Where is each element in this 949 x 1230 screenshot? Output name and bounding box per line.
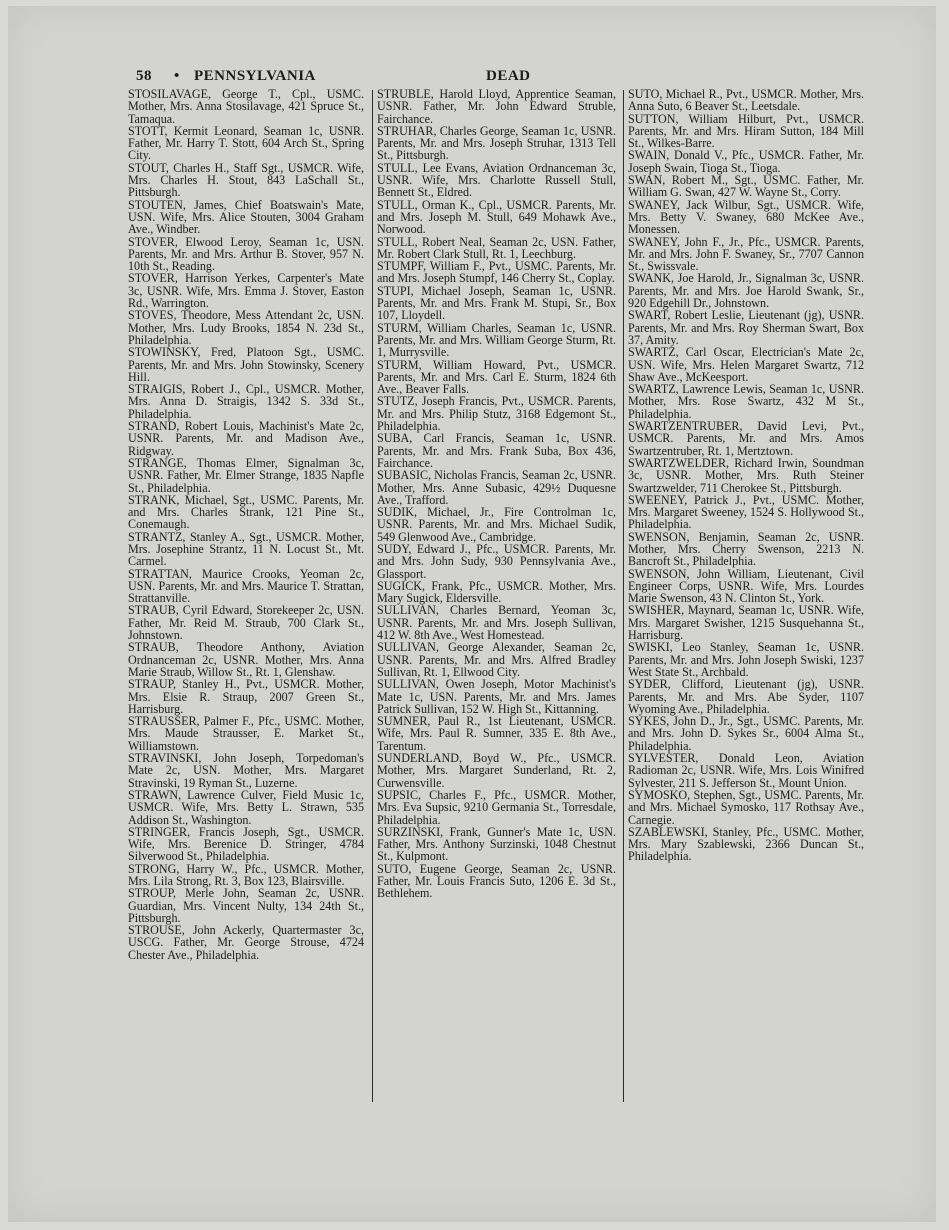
casualty-entry: STRANGE, Thomas Elmer, Signalman 3c, USNR. Father, Mr. Elmer Strange, 1835 Napfle St., Philadelphia. xyxy=(128,455,364,495)
casualty-entry: STROUSE, John Ackerly, Quartermaster 3c, USCG. Father, Mr. George Strouse, 4724 Chester Ave., Philadelphia. xyxy=(128,923,364,962)
casualty-entry: SUPSIC, Charles F., Pfc., USMCR. Mother, Mrs. Eva Supsic, 9210 Germania St., Torresdale, Philadelphia. xyxy=(377,787,616,827)
casualty-entry: SWART, Robert Leslie, Lieutenant (jg), USNR. Parents, Mr. and Mrs. Roy Sherman Swart, Box 37, Amity. xyxy=(628,308,864,347)
casualty-entry: STOVER, Harrison Yerkes, Carpenter's Mate 3c, USNR. Wife, Mrs. Emma J. Stover, Easton Rd., Warrington. xyxy=(128,271,364,311)
casualty-entry: STRAUB, Theodore Anthony, Aviation Ordnanceman 2c, USNR. Mother, Mrs. Anna Marie Straub, Willow St., Rt. 1, Glenshaw. xyxy=(128,640,364,679)
casualty-entry: SWEENEY, Patrick J., Pvt., USMC. Mother, Mrs. Margaret Sweeney, 1524 S. Hollywood St., Philadelphia. xyxy=(628,492,864,532)
casualty-entry: STRAWN, Lawrence Culver, Field Music 1c, USMCR. Wife, Mrs. Betty L. Strawn, 535 Addison St., Washington. xyxy=(128,787,364,827)
casualty-entry: SWARTZENTRUBER, David Levi, Pvt., USMCR. Parents, Mr. and Mrs. Amos Swartzentruber, Rt. 1, Mertztown. xyxy=(628,419,864,458)
casualty-entry: STRUBLE, Harold Lloyd, Apprentice Seaman, USNR. Father, Mr. John Edward Struble, Fairchance. xyxy=(377,88,616,126)
casualty-entry: SYMOSKO, Stephen, Sgt., USMC. Parents, Mr. and Mrs. Michael Symosko, 117 Rothsay Ave., Carnegie. xyxy=(628,787,864,827)
casualty-entry: SYKES, John D., Jr., Sgt., USMC. Parents, Mr. and Mrs. John D. Sykes Sr., 6004 Alma St., Philadelphia. xyxy=(628,714,864,753)
casualty-entry: STULL, Orman K., Cpl., USMCR. Parents, Mr. and Mrs. Joseph M. Stull, 649 Mohawk Ave., Norwood. xyxy=(377,197,616,237)
casualty-entry: SWENSON, John William, Lieutenant, Civil Engineer Corps, USNR. Wife, Mrs. Lourdes Marie Swenson, 43 N. Clinton St., York. xyxy=(628,566,864,606)
casualty-entry: SUBASIC, Nicholas Francis, Seaman 2c, USNR. Mother, Mrs. Anne Subasic, 429½ Duquesne Ave., Trafford. xyxy=(377,468,616,507)
casualty-entry: SUMNER, Paul R., 1st Lieutenant, USMCR. Wife, Mrs. Paul R. Sumner, 335 E. 8th Ave., Tarentum. xyxy=(377,714,616,753)
casualty-entry: SWAIN, Donald V., Pfc., USMCR. Father, Mr. Joseph Swain, Tioga St., Tioga. xyxy=(628,148,864,175)
casualty-entry: SULLIVAN, Charles Bernard, Yeoman 3c, USNR. Parents, Mr. and Mrs. Joseph Sullivan, 412 W. 8th Ave., West Homestead. xyxy=(377,603,616,643)
casualty-entry: STRUHAR, Charles George, Seaman 1c, USNR. Parents, Mr. and Mrs. Joseph Struhar, 1313 Tell St., Pittsburgh. xyxy=(377,123,616,163)
casualty-entry: STOUT, Charles H., Staff Sgt., USMCR. Wife, Mrs. Charles H. Stout, 843 LaSchall St., Pittsburgh. xyxy=(128,160,364,200)
casualty-entry: STOSILAVAGE, George T., Cpl., USMC. Mother, Mrs. Anna Stosilavage, 421 Spruce St., Tamaqua. xyxy=(128,88,364,126)
page-number: 58 xyxy=(136,68,152,84)
casualty-entry: SWANK, Joe Harold, Jr., Signalman 3c, USNR. Parents, Mr. and Mrs. Joe Harold Swank, Sr., 920 Edgehill Dr., Johnstown. xyxy=(628,271,864,311)
casualty-entry: STULL, Lee Evans, Aviation Ordnanceman 3c, USNR. Wife, Mrs. Charlotte Russell Stull, Bennett St., Eldred. xyxy=(377,160,616,200)
casualty-entry: SWISKI, Leo Stanley, Seaman 1c, USNR. Parents, Mr. and Mrs. John Joseph Swiski, 1237 West State St., Archbald. xyxy=(628,640,864,679)
casualty-entry: SULLIVAN, Owen Joseph, Motor Machinist's Mate 1c, USN. Parents, Mr. and Mrs. James Patrick Sullivan, 152 W. High St., Kittanning. xyxy=(377,677,616,716)
column-2 xyxy=(377,88,616,1118)
casualty-entry: STUMPF, William F., Pvt., USMC. Parents, Mr. and Mrs. Joseph Stumpf, 146 Cherry St., Coplay. xyxy=(377,259,616,286)
casualty-entry: SUTTON, William Hilburt, Pvt., USMCR. Parents, Mr. and Mrs. Hiram Sutton, 184 Mill St., Wilkes-Barre. xyxy=(628,111,864,151)
casualty-entry: SZABLEWSKI, Stanley, Pfc., USMC. Mother, Mrs. Mary Szablewski, 2366 Duncan St., Philadelphia. xyxy=(628,824,864,864)
casualty-entry: STURM, William Howard, Pvt., USMCR. Parents, Mr. and Mrs. Carl E. Sturm, 1824 6th Ave., Beaver Falls. xyxy=(377,357,616,397)
casualty-entry: SWENSON, Benjamin, Seaman 2c, USNR. Mother, Mrs. Cherry Swenson, 2213 N. Bancroft St., Philadelphia. xyxy=(628,529,864,569)
casualty-entry: SWANEY, Jack Wilbur, Sgt., USMCR. Wife, Mrs. Betty V. Swaney, 680 McKee Ave., Monessen. xyxy=(628,197,864,237)
casualty-entry: SUNDERLAND, Boyd W., Pfc., USMCR. Mother, Mrs. Margaret Sunderland, Rt. 2, Curwensville. xyxy=(377,751,616,790)
casualty-entry: SUTO, Eugene George, Seaman 2c, USNR. Father, Mr. Louis Francis Suto, 1206 E. 3d St., Bethlehem. xyxy=(377,861,616,901)
casualty-entry: STRAUSSER, Palmer F., Pfc., USMC. Mother, Mrs. Maude Strausser, E. Market St., Williamstown. xyxy=(128,714,364,753)
casualty-entry: STRINGER, Francis Joseph, Sgt., USMCR. Wife, Mrs. Berenice D. Stringer, 4784 Silverwood St., Philadelphia. xyxy=(128,824,364,864)
casualty-entry: STURM, William Charles, Seaman 1c, USNR. Parents, Mr. and Mrs. William George Sturm, Rt. 1, Murrysville. xyxy=(377,320,616,360)
section-title: DEAD xyxy=(486,68,531,84)
casualty-entry: SWANEY, John F., Jr., Pfc., USMCR. Parents, Mr. and Mrs. John F. Swaney, Sr., 7707 Cannon St., Swissvale. xyxy=(628,234,864,274)
casualty-entry: STULL, Robert Neal, Seaman 2c, USN. Father, Mr. Robert Clark Stull, Rt. 1, Leechburg. xyxy=(377,234,616,261)
casualty-entry: STUPI, Michael Joseph, Seaman 1c, USNR. Parents, Mr. and Mrs. Frank M. Stupi, Sr., Box 107, Lloydell. xyxy=(377,283,616,323)
casualty-entry: SYDER, Clifford, Lieutenant (jg), USNR. Parents, Mr. and Mrs. Abe Syder, 1107 Wyoming Ave., Philadelphia. xyxy=(628,677,864,716)
casualty-entry: SUDIK, Michael, Jr., Fire Controlman 1c, USNR. Parents, Mr. and Mrs. Michael Sudik, 549 Glenwood Ave., Cambridge. xyxy=(377,505,616,544)
casualty-entry: SWARTZ, Carl Oscar, Electrician's Mate 2c, USN. Wife, Mrs. Helen Margaret Swartz, 712 Shaw Ave., McKeesport. xyxy=(628,345,864,384)
casualty-entry: SYLVESTER, Donald Leon, Aviation Radioman 2c, USNR. Wife, Mrs. Lois Winifred Sylvester, 211 S. Jefferson St., Mount Union. xyxy=(628,751,864,790)
casualty-entry: STROUP, Merle John, Seaman 2c, USNR. Guardian, Mrs. Vincent Nulty, 134 24th St., Pittsburgh. xyxy=(128,886,364,925)
casualty-entry: STOVES, Theodore, Mess Attendant 2c, USN. Mother, Mrs. Ludy Brooks, 1854 N. 23d St., Philadelphia. xyxy=(128,308,364,347)
column-1 xyxy=(128,88,364,1118)
casualty-entry: STRAVINSKI, John Joseph, Torpedoman's Mate 2c, USN. Mother, Mrs. Margaret Stravinski, 19 Ryman St., Luzerne. xyxy=(128,751,364,790)
casualty-entry: SWISHER, Maynard, Seaman 1c, USNR. Wife, Mrs. Margaret Swisher, 1215 Susquehanna St., Harrisburg. xyxy=(628,603,864,643)
header-bullet: • xyxy=(174,68,180,84)
casualty-entry: STRAUP, Stanley H., Pvt., USMCR. Mother, Mrs. Elsie R. Straup, 2007 Green St., Harrisburg. xyxy=(128,677,364,716)
casualty-entry: STOVER, Elwood Leroy, Seaman 1c, USN. Parents, Mr. and Mrs. Arthur B. Stover, 957 N. 10th St., Reading. xyxy=(128,234,364,274)
casualty-entry: SUDY, Edward J., Pfc., USMCR. Parents, Mr. and Mrs. John Sudy, 930 Pennsylvania Ave., Glassport. xyxy=(377,541,616,581)
casualty-entry: SUBA, Carl Francis, Seaman 1c, USNR. Parents, Mr. and Mrs. Frank Suba, Box 436, Fairchance. xyxy=(377,431,616,470)
casualty-entry: STOTT, Kermit Leonard, Seaman 1c, USNR. Father, Mr. Harry T. Stott, 604 Arch St., Spring City. xyxy=(128,123,364,163)
casualty-entry: STRONG, Harry W., Pfc., USMCR. Mother, Mrs. Lila Strong, Rt. 3, Box 123, Blairsville. xyxy=(128,861,364,888)
casualty-entry: STUTZ, Joseph Francis, Pvt., USMCR. Parents, Mr. and Mrs. Philip Stutz, 3168 Edgemont St., Philadelphia. xyxy=(377,394,616,434)
state-title: PENNSYLVANIA xyxy=(194,68,316,84)
column-3 xyxy=(628,88,864,1118)
casualty-entry: STRAIGIS, Robert J., Cpl., USMCR. Mother, Mrs. Anna D. Straigis, 1342 S. 33d St., Philadelphia. xyxy=(128,382,364,421)
casualty-entry: SWAN, Robert M., Sgt., USMC. Father, Mr. William G. Swan, 427 W. Wayne St., Corry. xyxy=(628,173,864,200)
casualty-entry: STOWINSKY, Fred, Platoon Sgt., USMC. Parents, Mr. and Mrs. John Stowinsky, Scenery Hill. xyxy=(128,345,364,384)
column-divider-1 xyxy=(372,90,373,1102)
casualty-entry: STRANK, Michael, Sgt., USMC. Parents, Mr. and Mrs. Charles Strank, 121 Pine St., Conemaugh. xyxy=(128,492,364,532)
casualty-entry: STOUTEN, James, Chief Boatswain's Mate, USN. Wife, Mrs. Alice Stouten, 3004 Graham Ave., Windber. xyxy=(128,197,364,237)
casualty-entry: SURZINSKI, Frank, Gunner's Mate 1c, USN. Father, Mrs. Anthony Surzinski, 1048 Chestnut St., Kulpmont. xyxy=(377,824,616,864)
casualty-entry: SWARTZ, Lawrence Lewis, Seaman 1c, USNR. Mother, Mrs. Rose Swartz, 432 M St., Philadelphia. xyxy=(628,382,864,421)
page-header xyxy=(136,68,826,88)
column-divider-2 xyxy=(623,90,624,1102)
casualty-entry: SWARTZWELDER, Richard Irwin, Soundman 3c, USNR. Mother, Mrs. Ruth Steiner Swartzwelder, 711 Cherokee St., Pittsburgh. xyxy=(628,455,864,495)
casualty-entry: STRAND, Robert Louis, Machinist's Mate 2c, USNR. Parents, Mr. and Madison Ave., Ridgway. xyxy=(128,419,364,458)
casualty-entry: STRANTZ, Stanley A., Sgt., USMCR. Mother, Mrs. Josephine Strantz, 11 N. Locust St., Mt. Carmel. xyxy=(128,529,364,569)
casualty-entry: SUTO, Michael R., Pvt., USMCR. Mother, Mrs. Anna Suto, 6 Beaver St., Leetsdale. xyxy=(628,88,864,114)
casualty-entry: STRATTAN, Maurice Crooks, Yeoman 2c, USN. Parents, Mr. and Mrs. Maurice T. Strattan, Strattanville. xyxy=(128,566,364,606)
casualty-entry: STRAUB, Cyril Edward, Storekeeper 2c, USN. Father, Mr. Reid M. Straub, 700 Clark St., Johnstown. xyxy=(128,603,364,643)
casualty-entry: SUGICK, Frank, Pfc., USMCR. Mother, Mrs. Mary Sugick, Eldersville. xyxy=(377,578,616,606)
casualty-entry: SULLIVAN, George Alexander, Seaman 2c, USNR. Parents, Mr. and Mrs. Alfred Bradley Sullivan, Rt. 1, Ellwood City. xyxy=(377,640,616,679)
